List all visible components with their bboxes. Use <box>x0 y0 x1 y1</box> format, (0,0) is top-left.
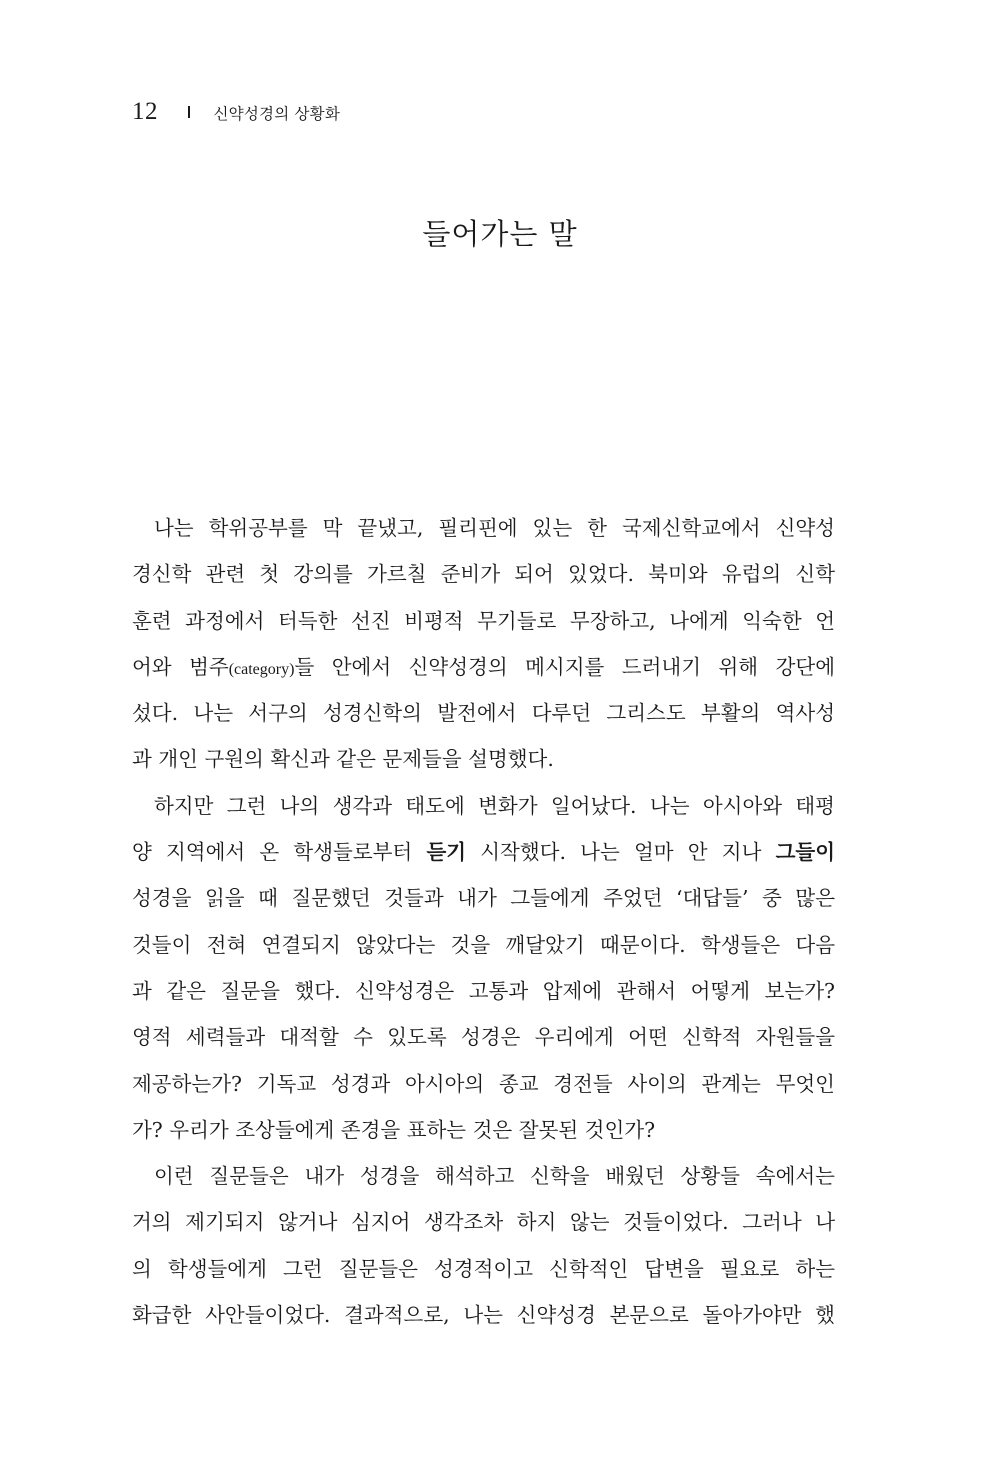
emphasis-text: 듣기 <box>426 840 467 865</box>
paragraph-line: 이런 질문들은 내가 성경을 해석하고 신학을 배웠던 상황들 속에서는 <box>154 1164 835 1189</box>
body-text <box>132 505 835 1338</box>
paragraph-line: 가? 우리가 조상들에게 존경을 표하는 것은 잘못된 것인가? <box>132 1117 656 1142</box>
line-text: 양 지역에서 온 학생들로부터 <box>132 840 427 865</box>
english-term: (category) <box>228 660 295 678</box>
chapter-title: 들어가는 말 <box>422 217 578 251</box>
paragraph-line: 섰다. 나는 서구의 성경신학의 발전에서 다루던 그리스도 부활의 역사성 <box>132 701 835 726</box>
paragraph-line: 경신학 관련 첫 강의를 가르칠 준비가 되어 있었다. 북미와 유럽의 신학 <box>132 562 835 587</box>
paragraph-line <box>132 829 835 875</box>
paragraph-line: 거의 제기되지 않거나 심지어 생각조차 하지 않는 것들이었다. 그러나 나 <box>132 1210 835 1235</box>
paragraph-line: 훈련 과정에서 터득한 선진 비평적 무기들로 무장하고, 나에게 익숙한 언 <box>132 608 835 633</box>
paragraph-line: 것들이 전혀 연결되지 않았다는 것을 깨달았기 때문이다. 학생들은 다음 <box>132 932 835 957</box>
paragraph-line: 의 학생들에게 그런 질문들은 성경적이고 신학적인 답변을 필요로 하는 <box>132 1256 835 1281</box>
line-text: 시작했다. 나는 얼마 안 지나 <box>466 840 776 865</box>
paragraph-line: 과 개인 구원의 확신과 같은 문제들을 설명했다. <box>132 747 554 772</box>
page-number: 12 <box>132 98 158 125</box>
emphasis-text: 그들이 <box>775 840 836 865</box>
running-header <box>132 98 340 126</box>
paragraph-line: 화급한 사안들이었다. 결과적으로, 나는 신약성경 본문으로 돌아가야만 했 <box>132 1303 835 1328</box>
line-text: 들 안에서 신약성경의 메시지를 드러내기 위해 강단에 <box>294 654 835 679</box>
header-divider <box>188 106 190 118</box>
paragraph-line: 제공하는가? 기독교 성경과 아시아의 종교 경전들 사이의 관계는 무엇인 <box>132 1071 835 1096</box>
book-title: 신약성경의 상황화 <box>213 105 341 123</box>
paragraph-line: 영적 세력들과 대적할 수 있도록 성경은 우리에게 어떤 신학적 자원들을 <box>132 1025 835 1050</box>
paragraph-line: 나는 학위공부를 막 끝냈고, 필리핀에 있는 한 국제신학교에서 신약성 <box>154 516 835 540</box>
paragraph-line: 성경을 읽을 때 질문했던 것들과 내가 그들에게 주었던 ‘대답들’ 중 많은 <box>132 886 835 911</box>
paragraph-line: 하지만 그런 나의 생각과 태도에 변화가 일어났다. 나는 아시아와 태평 <box>154 793 835 818</box>
paragraph-line <box>132 644 835 690</box>
line-text: 어와 범주 <box>132 654 229 679</box>
paragraph-line: 과 같은 질문을 했다. 신약성경은 고통과 압제에 관해서 어떻게 보는가? <box>132 978 835 1003</box>
